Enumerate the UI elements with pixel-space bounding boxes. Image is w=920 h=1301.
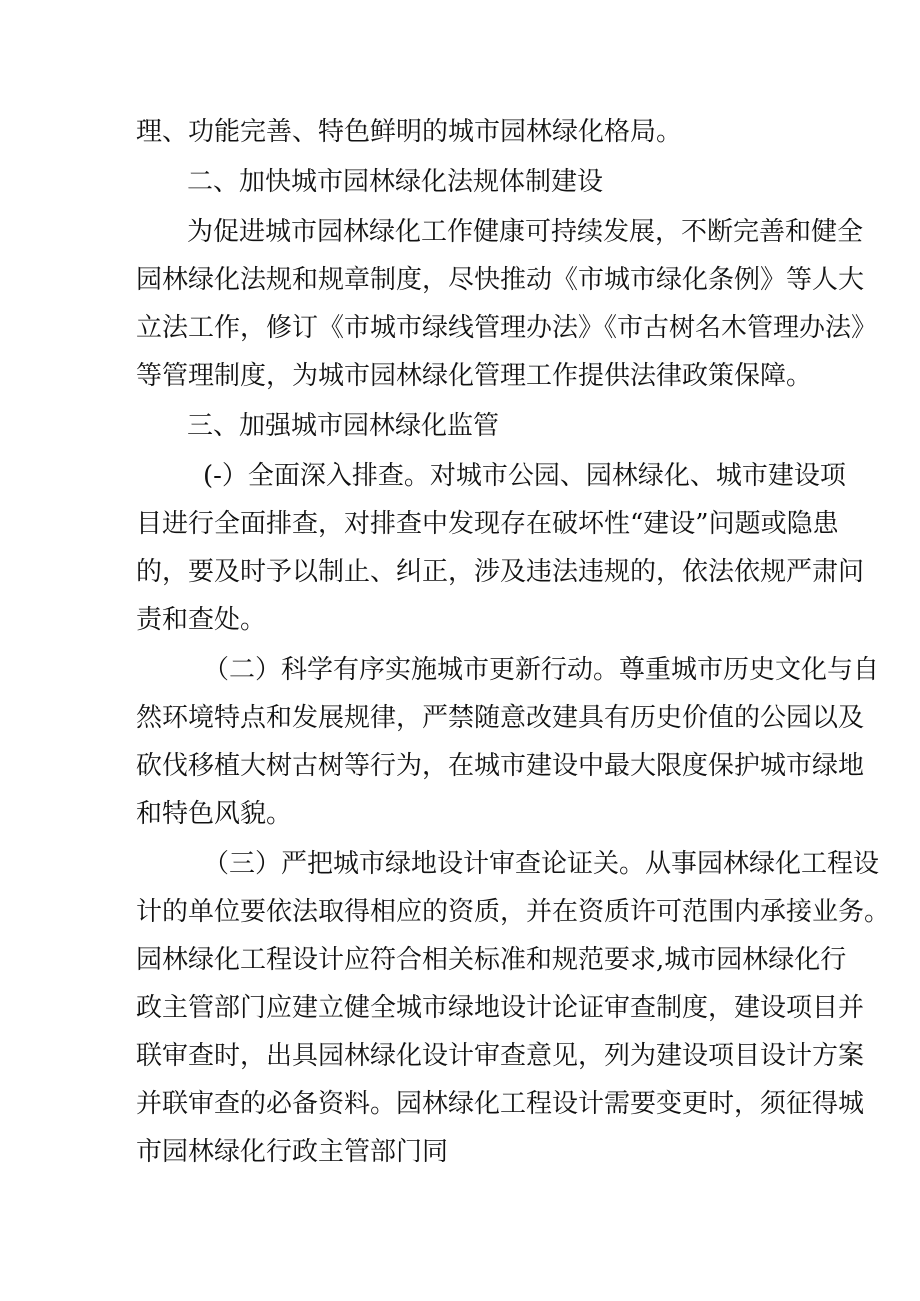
text-line: （二）科学有序实施城市更新行动。尊重城市历史文化与自 (203, 655, 880, 685)
text-line: （三）严把城市绿地设计审查论证关。从事园林绿化工程设 (203, 849, 880, 879)
text-line: 目进行全面排查，对排查中发现存在破坏性“建设”问题或隐患 (136, 509, 839, 539)
text-line: (-）全面深入排查。对城市公园、园林绿化、城市建设项 (203, 461, 846, 491)
text-line: 联审查时，出具园林绿化设计审查意见，列为建设项目设计方案 (136, 1041, 865, 1071)
text-line: 立法工作，修订《市城市绿线管理办法》《市古树名木管理办法》 (136, 313, 878, 343)
text-line: 政主管部门应建立健全城市绿地设计论证审查制度，建设项目并 (136, 993, 865, 1023)
text-line: 计的单位要依法取得相应的资质，并在资质许可范围内承接业务。 (136, 897, 891, 927)
text-line: 的，要及时予以制止、纠正，涉及违法违规的，依法依规严肃问 (136, 557, 865, 587)
text-line: 园林绿化法规和规章制度，尽快推动《市城市绿化条例》等人大 (136, 265, 865, 295)
text-line: 砍伐移植大树古树等行为，在城市建设中最大限度保护城市绿地 (136, 751, 865, 781)
section-heading: 二、加快城市园林绿化法规体制建设 (187, 167, 604, 197)
text-line: 和特色风貌。 (136, 799, 293, 829)
text-line: 园林绿化工程设计应符合相关标准和规范要求,城市园林绿化行 (136, 945, 847, 975)
text-line: 市园林绿化行政主管部门同 (136, 1137, 449, 1167)
text-line: 等管理制度，为城市园林绿化管理工作提供法律政策保障。 (136, 361, 813, 391)
text-line: 然环境特点和发展规律，严禁随意改建具有历史价值的公园以及 (136, 703, 865, 733)
text-line: 并联审查的必备资料。园林绿化工程设计需要变更时，须征得城 (136, 1089, 865, 1119)
section-heading: 三、加强城市园林绿化监管 (187, 411, 500, 441)
text-line: 责和查处。 (136, 605, 267, 635)
text-line: 理、功能完善、特色鲜明的城市园林绿化格局。 (136, 117, 683, 147)
text-line: 为促进城市园林绿化工作健康可持续发展，不断完善和健全 (187, 217, 864, 247)
